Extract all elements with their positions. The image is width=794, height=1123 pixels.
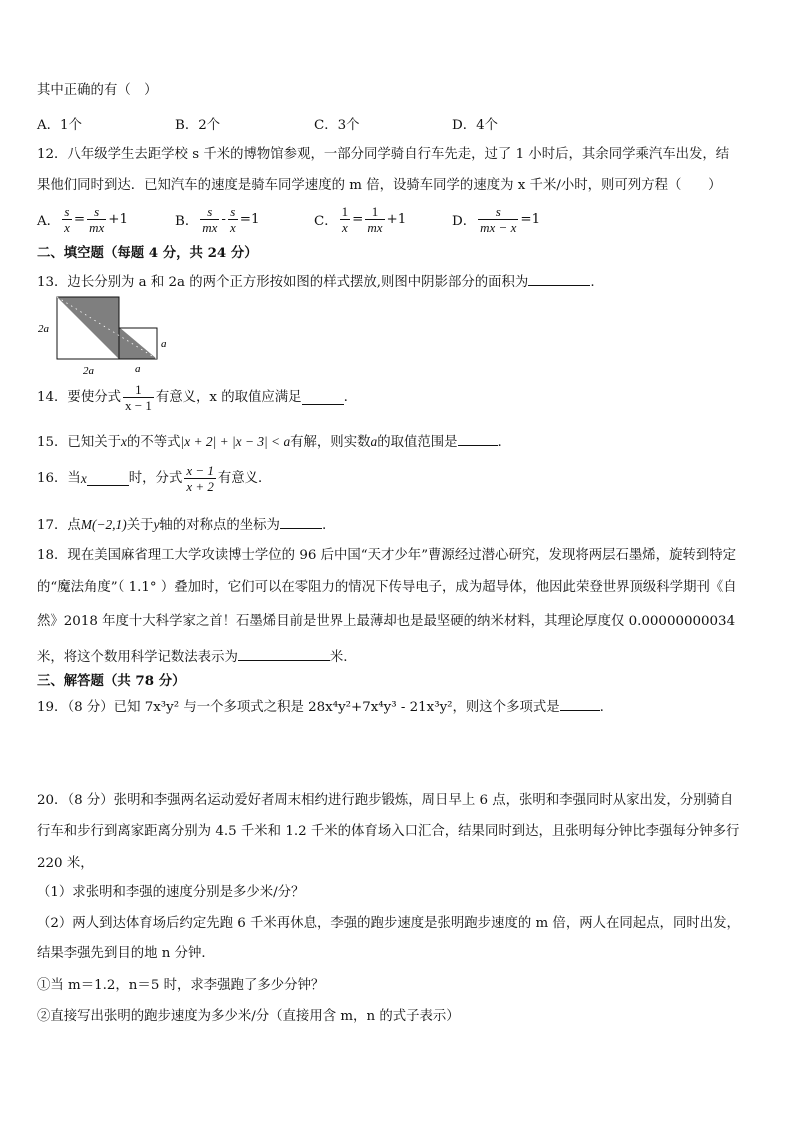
q20-part1: ①当 m＝1.2，n＝5 时，求李强跑了多少分钟？ [37,978,325,993]
q20-part2: ②直接写出张明的跑步速度为多少米/分（直接用含 m，n 的式子表示） [37,1009,460,1024]
q13-label-left: 2a [38,323,49,335]
q12-option-d: D． $\frac{s}{mx - x}$ =1 [452,204,541,235]
q13-label-bottom-big: 2a [83,365,94,377]
q18-line4: 米，将这个数用科学记数法表示为 米. [37,646,348,667]
q11-option-b: B．2个 [175,118,221,133]
q12-option-c: C． $\frac{1}{x}$ = $\frac{1}{mx}$ +1 [314,204,407,235]
q15-text: 15．已知关于x的不等式|x + 2| + |x − 3| < a有解，则实数a的取值范围是 . [37,431,502,452]
q17-answer-blank[interactable] [280,514,322,529]
q18-answer-blank[interactable] [238,646,330,661]
q19-text: 19．（8 分）已知 7x³y² 与一个多项式之积是 28x⁴y²+7x⁴y³ - 21x³y²，则这个多项式是 . [37,696,604,717]
q20-sub2-line2: 结果李强先到目的地 n 分钟． [37,946,215,961]
q11-stem: 其中正确的有（ ） [37,83,158,98]
q12-option-a: A． $\frac{s}{x}$ = $\frac{s}{mx}$ +1 [37,204,128,235]
q11-option-a: A．1个 [37,118,82,133]
q14-text: 14．要使分式 $\frac{1}{x - 1}$ 有意义，x 的取值应满足 . [37,382,348,413]
q18-line3: 然》2018 年度十大科学家之首！石墨烯目前是世界上最薄却也是最坚硬的纳米材料，其理论厚度仅 0.00000000034 [37,614,736,629]
q12-option-b: B． $\frac{s}{mx}$ - $\frac{s}{x}$ =1 [175,204,260,235]
q14-answer-blank[interactable] [302,390,344,405]
section-answer-title: 三、解答题（共 78 分） [37,673,186,689]
q20-line2: 行车和步行到离家距离分别为 4.5 千米和 1.2 千米的体育场入口汇合，结果同时到达，且张明每分钟比李强每分钟多行 [37,824,740,839]
q12-text-line2: 果他们同时到达．已知汽车的速度是骑车同学速度的 m 倍，设骑车同学的速度为 x 千米/小时，则可列方程（ ） [37,178,722,193]
q17-text: 17．点M(−2,1)关于y轴的对称点的坐标为 . [37,514,326,535]
section-fill-in-title: 二、填空题（每题 4 分，共 24 分） [37,245,258,261]
q13-answer-blank[interactable] [528,271,590,286]
q19-answer-blank[interactable] [560,696,600,711]
q20-sub1: （1）求张明和李强的速度分别是多少米/分？ [37,885,305,900]
q11-option-c: C．3个 [314,118,360,133]
q20-line1: 20．（8 分）张明和李强两名运动爱好者周末相约进行跑步锻炼，周日早上 6 点，张明和李强同时从家出发，分别骑自 [37,793,734,808]
q13-label-bottom-small: a [135,363,141,375]
q18-line1: 18．现在美国麻省理工大学攻读博士学位的 96 后中国“天才少年”曹源经过潜心研究，发现将两层石墨烯，旋转到特定 [37,548,737,563]
q13-squares-figure [37,295,172,377]
q15-answer-blank[interactable] [458,431,498,446]
q20-sub2-line1: （2）两人到达体育场后约定先跑 6 千米再休息，李强的跑步速度是张明跑步速度的 m 倍，两人在同起点，同时出发， [37,916,740,931]
q11-option-d: D．4个 [452,118,499,133]
q16-text: 16．当 x 时，分式 $\frac{x - 1}{x + 2}$ 有意义． [37,463,272,494]
q13-text: 13．边长分别为 a 和 2a 的两个正方形按如图的样式摆放,则图中阴影部分的面积为 . [37,271,595,292]
q20-line3: 220 米， [37,856,94,871]
q13-label-right: a [161,338,167,350]
q16-answer-blank[interactable] [87,471,129,486]
q18-line2: 的“魔法角度”（ 1.1° ）叠加时，它们可以在零阻力的情况下传导电子，成为超导体，他因此荣登世界顶级科学期刊《自 [37,580,737,595]
q12-text-line1: 12．八年级学生去距学校 s 千米的博物馆参观，一部分同学骑自行车先走，过了 1 小时后，其余同学乘汽车出发，结 [37,147,730,162]
